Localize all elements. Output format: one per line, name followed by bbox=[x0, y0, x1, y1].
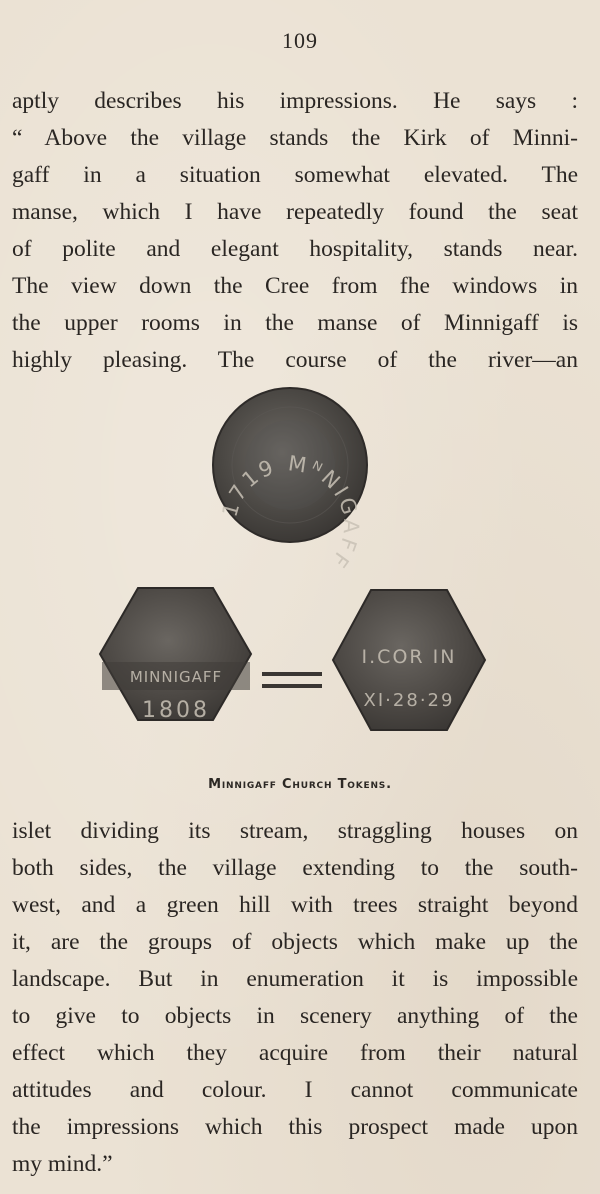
text-line: islet dividing its stream, straggling houses on bbox=[12, 818, 578, 844]
text-line: it, are the groups of objects which make up the bbox=[12, 929, 578, 955]
hex-token-left bbox=[100, 588, 251, 723]
figure-caption: Minnigaff Church Tokens. bbox=[208, 777, 392, 792]
text-line: both sides, the village extending to the south- bbox=[12, 855, 578, 881]
round-token-arc-text: 1719 MᴺNIGAFF bbox=[217, 451, 364, 574]
text-line: landscape. But in enumeration it is impossible bbox=[12, 966, 578, 992]
round-token bbox=[213, 388, 367, 574]
token-illustration-svg bbox=[0, 380, 600, 800]
equals-sign bbox=[262, 672, 322, 688]
text-line: of polite and elegant hospitality, stands near. bbox=[12, 236, 578, 262]
hex-token-right bbox=[333, 590, 485, 730]
hex-left-line-1: MINNIGAFF bbox=[129, 668, 223, 686]
text-line: gaff in a situation somewhat elevated. The bbox=[12, 162, 578, 188]
text-line: “ Above the village stands the Kirk of Minni- bbox=[12, 125, 578, 151]
paragraph-top bbox=[12, 83, 578, 379]
text-line: effect which they acquire from their natural bbox=[12, 1040, 578, 1066]
text-line: the upper rooms in the manse of Minnigaff is bbox=[12, 310, 578, 336]
text-line: aptly describes his impressions. He says : bbox=[12, 88, 578, 114]
page-number: 109 bbox=[282, 28, 318, 53]
hex-right-line-2: XI·28·29 bbox=[363, 690, 455, 711]
text-line: The view down the Cree from fhe windows in bbox=[12, 273, 578, 299]
hex-left-line-2: 1808 bbox=[142, 698, 210, 723]
text-line: my mind.” bbox=[12, 1151, 113, 1177]
text-line: to give to objects in scenery anything of the bbox=[12, 1003, 578, 1029]
text-line: manse, which I have repeatedly found the seat bbox=[12, 199, 578, 225]
paragraph-bottom bbox=[12, 813, 578, 1183]
text-line: west, and a green hill with trees straight beyond bbox=[12, 892, 578, 918]
token-illustration bbox=[0, 380, 600, 800]
text-line: attitudes and colour. I cannot communicate bbox=[12, 1077, 578, 1103]
text-line: highly pleasing. The course of the river—an bbox=[12, 347, 578, 373]
text-line: the impressions which this prospect made upon bbox=[12, 1114, 578, 1140]
hex-right-line-1: I.COR IN bbox=[361, 646, 457, 668]
